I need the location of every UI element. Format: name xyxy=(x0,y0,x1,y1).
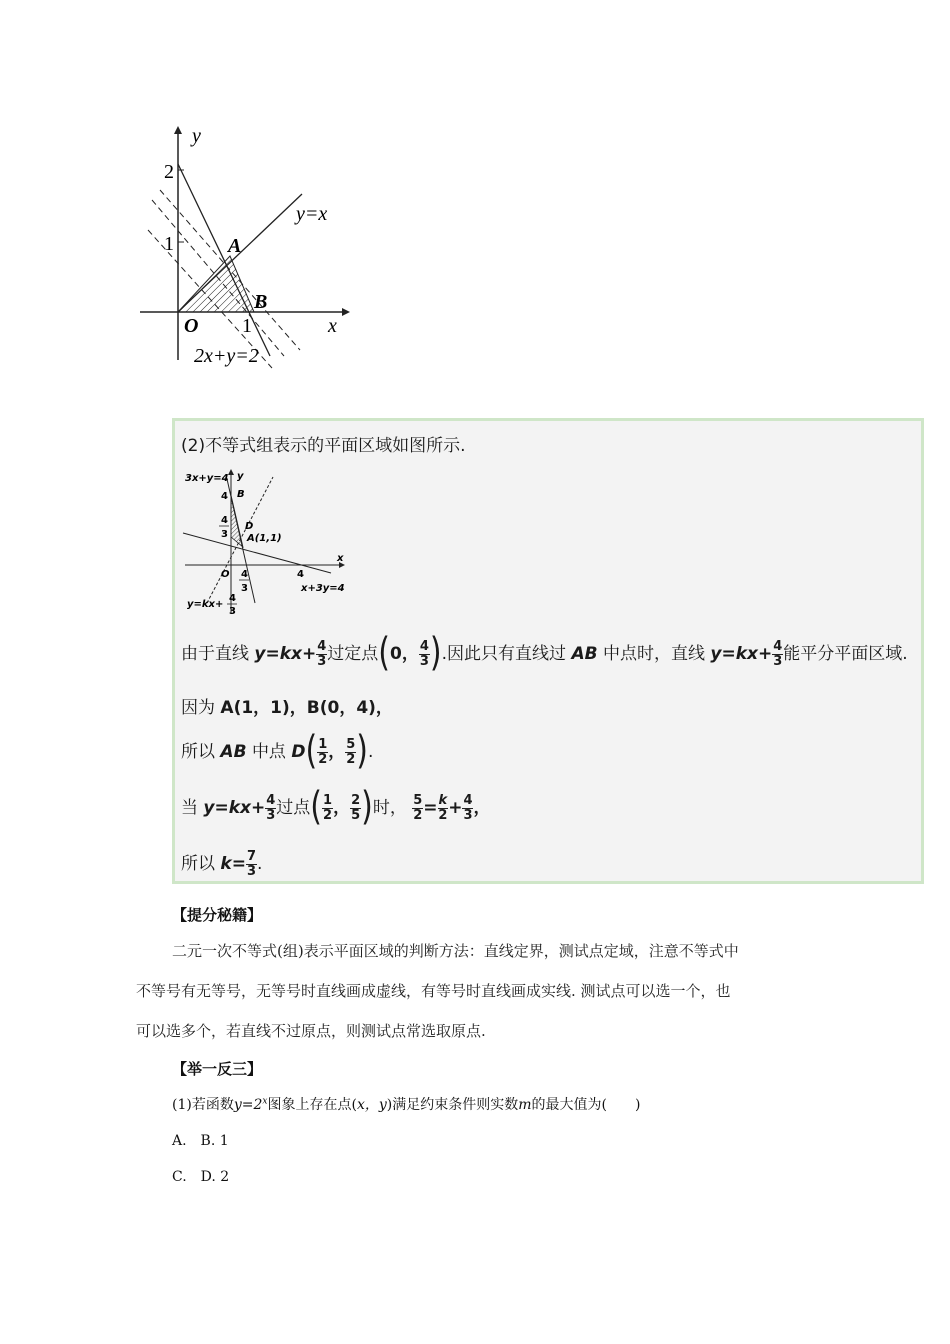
line1-equation: y=kx+ xyxy=(254,644,317,664)
solution-box xyxy=(172,418,924,884)
solution-intro: (2)不等式组表示的平面区域如图所示. xyxy=(181,436,466,456)
mini-label-x-3y: x+3y=4 xyxy=(301,583,345,594)
feasible-region-figure xyxy=(130,120,360,380)
tips-paragraph-2: 不等号有无等号，无等号时直线画成虚线，有等号时直线画成实线. 测试点可以选一个，也 xyxy=(136,982,731,1000)
mini-frac-den-kx: 3 xyxy=(229,606,236,615)
line1-equation-2: y=kx+ xyxy=(710,644,773,664)
line3-text-a: 所以 xyxy=(181,742,215,762)
y-axis-label: y xyxy=(192,125,201,147)
solution-figure xyxy=(181,465,366,615)
mini-label-a: A(1,1) xyxy=(247,533,282,544)
mini-label-o: O xyxy=(221,569,230,580)
line4-text-c: 时， xyxy=(372,798,407,818)
line-2xy-label: 2x+y=2 xyxy=(194,345,259,367)
tips-paragraph-3: 可以选多个，若直线不过原点，则测试点常选取原点. xyxy=(136,1022,486,1040)
solution-line-5: 所以 k= $\frac{7}{3}$ . xyxy=(181,848,263,879)
frac-4-3-point: $\frac{4}{3}$ xyxy=(419,638,429,669)
mini-frac-num-y: 4 xyxy=(221,515,228,526)
mini-label-y: y xyxy=(237,471,244,482)
mini-label-4-y: 4 xyxy=(221,491,228,502)
q1-function: y=2 xyxy=(233,1097,263,1113)
mini-label-d: D xyxy=(245,521,254,532)
tick-label-1-y: 1 xyxy=(164,233,174,255)
x-axis-label: x xyxy=(328,315,337,337)
line3-d: D xyxy=(291,742,306,762)
solution-line-4: 当 y=kx+ $\frac{4}{3}$ 过点( $\frac{1}{2}$ ， $\frac{2}{5}$ )时， $\frac{5}{2}$ = $\frac{k}{2}$ + $\frac{4}{3}$ ， xyxy=(181,784,491,831)
line1-ab: AB xyxy=(571,644,598,664)
mini-frac-num-x: 4 xyxy=(241,569,248,580)
q1-point: x，y xyxy=(356,1097,387,1113)
line-yx-label: y=x xyxy=(296,203,328,225)
mini-label-4-x: 4 xyxy=(297,569,304,580)
mini-frac-den-y: 3 xyxy=(221,529,228,540)
line1-text-a: 由于直线 xyxy=(181,644,249,664)
tips-paragraph-1: 二元一次不等式(组)表示平面区域的判断方法：直线定界，测试点定域，注意不等式中 xyxy=(172,942,739,960)
y-axis-arrow xyxy=(174,126,182,134)
x-axis-arrow xyxy=(342,308,350,316)
dashed-line-1 xyxy=(152,200,284,356)
q1-text-a: (1)若函数 xyxy=(172,1097,234,1113)
point-b-label: B xyxy=(254,291,268,313)
q1-m: m xyxy=(518,1097,532,1113)
mini-label-b: B xyxy=(237,489,245,500)
line5-text-a: 所以 xyxy=(181,854,215,874)
line1-text-e: 能平分平面区域. xyxy=(783,644,908,664)
mini-y-arrow xyxy=(228,469,234,475)
options-c-d: C. D. 2 xyxy=(172,1169,230,1185)
line5-k: k= xyxy=(220,854,246,874)
q1-text-g: 的最大值为( ) xyxy=(531,1097,641,1113)
options-a-b: A. B. 1 xyxy=(172,1133,229,1149)
q1-text-c: 图象上存在点( xyxy=(267,1097,357,1113)
tick-label-1-x: 1 xyxy=(242,315,252,337)
tips-heading: 【提分秘籍】 xyxy=(172,906,263,924)
question-1: (1)若函数$y=2^x$图象上存在点(x，y)满足约束条件则实数m的最大值为( ) xyxy=(172,1096,641,1113)
line1-text-d: 中点时，直线 xyxy=(602,644,705,664)
mini-label-3x-y: 3x+y=4 xyxy=(185,473,229,484)
point-a-label: A xyxy=(228,235,242,257)
line3-text-b: 中点 xyxy=(251,742,286,762)
line3-ab: AB xyxy=(220,742,247,762)
line1-text-c: 因此只有直线过 xyxy=(447,644,567,664)
line2-text: 因为 xyxy=(181,698,215,718)
line4-text-a: 当 xyxy=(181,798,198,818)
frac-4-3-b: $\frac{4}{3}$ xyxy=(773,638,783,669)
line4-equation: y=kx+ xyxy=(203,798,266,818)
solution-line-2 xyxy=(181,693,393,718)
solution-line-3: 所以 AB 中点 D( $\frac{1}{2}$ ， $\frac{5}{2}$ ). xyxy=(181,728,374,775)
solution-line-1: 由于直线 y=kx+ $\frac{4}{3}$ 过定点(0， $\frac{4}{3}$ ).因此只有直线过 AB 中点时，直线 y=kx+ $\frac{4}{3}$ 能平分平面区域. xyxy=(181,630,908,677)
tick-label-2: 2 xyxy=(164,161,174,183)
mini-frac-den-x: 3 xyxy=(241,583,248,594)
q1-text-e: )满足约束条件则实数 xyxy=(386,1097,519,1113)
mini-label-x: x xyxy=(337,553,344,564)
line4-text-b: 过点 xyxy=(276,798,311,818)
mini-label-kx: y=kx+ xyxy=(187,599,224,610)
mini-frac-num-kx: 4 xyxy=(229,593,236,604)
line2-points: A(1，1)，B(0，4)， xyxy=(220,698,393,718)
practice-heading: 【举一反三】 xyxy=(172,1060,263,1078)
origin-label: O xyxy=(184,315,199,337)
frac-4-3: $\frac{4}{3}$ xyxy=(317,638,327,669)
line1-text-b: 过定点 xyxy=(327,644,379,664)
